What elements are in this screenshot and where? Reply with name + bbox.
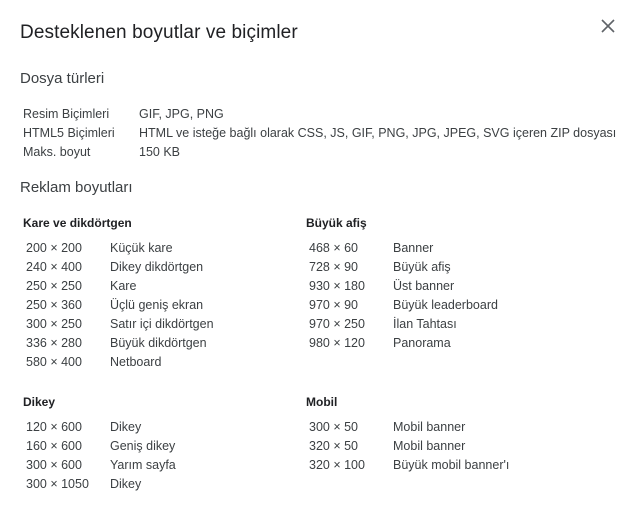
ad-size-dimensions: 728 × 90 [309,260,359,274]
ad-size-row [306,277,498,296]
ad-size-group-title: Mobil [306,395,338,409]
file-type-value: 150 KB [139,145,181,159]
ad-size-group-large-banner [306,214,498,353]
ad-size-dimensions: 320 × 100 [309,458,365,472]
ad-size-name: Satır içi dikdörtgen [110,317,214,331]
file-types-heading: Dosya türleri [20,70,105,87]
ad-size-dimensions: 240 × 400 [26,260,82,274]
ad-size-group-vertical [23,393,176,494]
ad-size-row [23,334,214,353]
file-type-label: Maks. boyut [23,145,91,159]
file-type-label: Resim Biçimleri [23,107,110,121]
ad-size-dimensions: 580 × 400 [26,355,82,369]
ad-size-dimensions: 336 × 280 [26,336,82,350]
ad-size-name: Küçük kare [110,241,173,255]
ad-size-name: Büyük afiş [393,260,451,274]
ad-size-name: Panorama [393,336,451,350]
file-type-value: HTML ve isteğe bağlı olarak CSS, JS, GIF, PNG, JPG, JPEG, SVG içeren ZIP dosyası [139,126,617,140]
ad-size-row [23,315,214,334]
ad-size-row [23,475,176,494]
ad-size-name: Kare [110,279,137,293]
ad-size-dimensions: 200 × 200 [26,241,82,255]
ad-size-dimensions: 160 × 600 [26,439,82,453]
ad-size-name: Üst banner [393,279,455,293]
ad-size-row [23,277,214,296]
file-type-row [23,105,616,124]
ad-size-name: Dikey [110,420,142,434]
ad-size-dimensions: 980 × 120 [309,336,365,350]
ad-size-dimensions: 250 × 250 [26,279,82,293]
ad-size-row [23,437,176,456]
ad-size-row [23,239,214,258]
ad-size-row [306,334,498,353]
ad-size-row [23,418,176,437]
ad-size-row [306,418,509,437]
ad-size-name: Yarım sayfa [110,458,176,472]
ad-size-group-title: Kare ve dikdörtgen [23,216,132,230]
ad-size-name: Geniş dikey [110,439,176,453]
ad-size-name: Büyük mobil banner'ı [393,458,510,472]
ad-size-group-mobile [306,393,509,475]
ad-size-name: Mobil banner [393,420,466,434]
ad-size-row [306,296,498,315]
ad-size-group-square-rectangle [23,214,214,372]
ad-size-dimensions: 970 × 250 [309,317,365,331]
ad-size-dimensions: 468 × 60 [309,241,359,255]
ad-size-name: İlan Tahtası [393,317,457,331]
ad-size-name: Büyük leaderboard [393,298,498,312]
ad-size-dimensions: 300 × 250 [26,317,82,331]
ad-size-row [23,296,214,315]
ad-size-row [306,258,498,277]
file-type-value: GIF, JPG, PNG [139,107,224,121]
ad-size-name: Dikey [110,477,142,491]
ad-size-row [306,437,509,456]
ad-size-row [23,456,176,475]
file-types-list [23,105,616,162]
ad-size-dimensions: 120 × 600 [26,420,82,434]
ad-size-name: Üçlü geniş ekran [110,298,204,312]
ad-size-dimensions: 970 × 90 [309,298,359,312]
ad-size-dimensions: 300 × 1050 [26,477,89,491]
ad-size-name: Büyük dikdörtgen [110,336,207,350]
file-type-row [23,143,616,162]
file-type-row [23,124,616,143]
ad-size-dimensions: 250 × 360 [26,298,82,312]
ad-sizes-heading: Reklam boyutları [20,179,133,196]
ad-size-row [306,456,509,475]
ad-size-name: Dikey dikdörtgen [110,260,204,274]
ad-size-row [23,258,214,277]
ad-size-dimensions: 320 × 50 [309,439,359,453]
ad-size-row [306,315,498,334]
ad-size-dimensions: 300 × 600 [26,458,82,472]
ad-size-dimensions: 300 × 50 [309,420,359,434]
ad-size-name: Mobil banner [393,439,466,453]
close-icon [600,18,616,34]
ad-size-group-title: Büyük afiş [306,216,367,230]
ad-size-group-title: Dikey [23,395,56,409]
close-button[interactable] [596,14,620,38]
dialog-title: Desteklenen boyutlar ve biçimler [20,22,298,43]
ad-size-name: Banner [393,241,434,255]
ad-size-row [23,353,214,372]
ad-size-name: Netboard [110,355,162,369]
ad-size-row [306,239,498,258]
ad-size-dimensions: 930 × 180 [309,279,365,293]
file-type-label: HTML5 Biçimleri [23,126,115,140]
